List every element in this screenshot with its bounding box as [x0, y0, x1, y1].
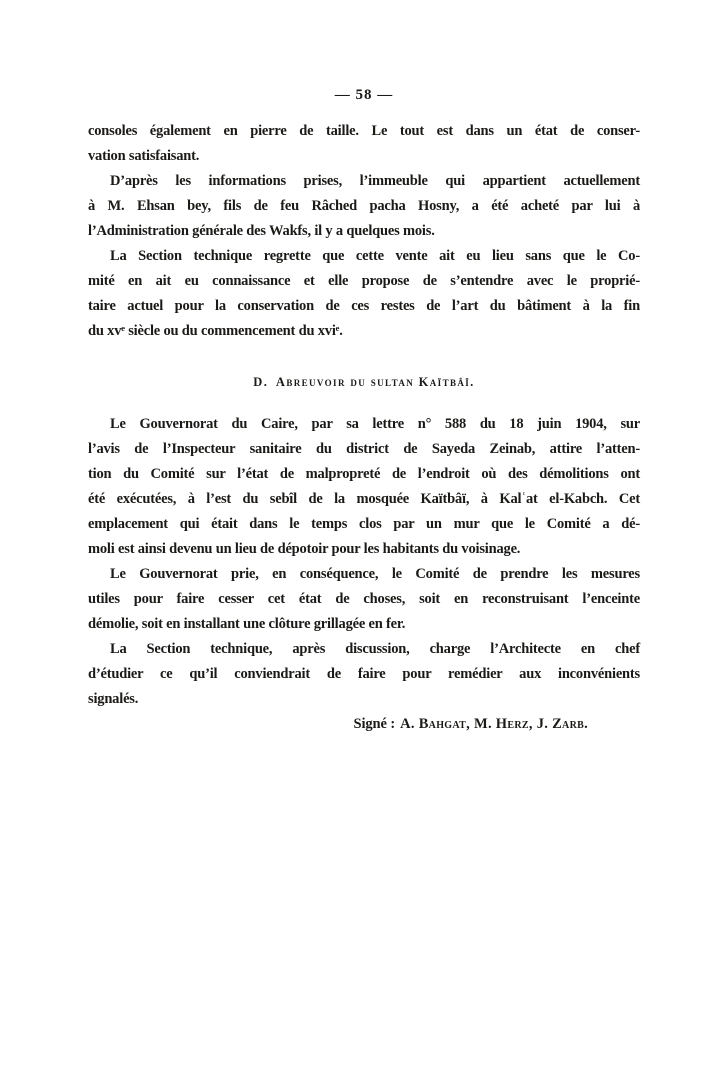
- text-line: La Section technique, après discussion, charge l’Architecte en chef: [110, 641, 640, 657]
- text-line: moli est ainsi devenu un lieu de dépotoir pour les habitants du voisinage.: [88, 541, 521, 557]
- text-line: mité en ait eu connaissance et elle propose de s’entendre avec le proprié-: [88, 273, 640, 289]
- section-heading: D. Abreuvoir du sultan Kaïtbâï.: [253, 375, 475, 389]
- text-line: Le Gouvernorat du Caire, par sa lettre n° 588 du 18 juin 1904, sur: [110, 416, 640, 432]
- text-line: été exécutées, à l’est du sebîl de la mosquée Kaïtbâï, à Kalʿat el-Kabch. Cet: [88, 491, 640, 507]
- paragraph: [88, 244, 640, 344]
- text-line: consoles également en pierre de taille. Le tout est dans un état de conser-: [88, 123, 640, 139]
- text-line: signalés.: [88, 691, 139, 707]
- page-number: — 58 —: [334, 87, 394, 103]
- text-line: Le Gouvernorat prie, en conséquence, le Comité de prendre les mesures: [110, 566, 640, 582]
- text-line: d’étudier ce qu’il conviendrait de faire pour remédier aux inconvénients: [88, 666, 640, 682]
- text-line: vation satisfaisant.: [88, 148, 200, 164]
- text-line: du xvᵉ siècle ou du commencement du xviᵉ.: [88, 323, 343, 339]
- paragraph: [88, 169, 640, 244]
- signature-line: [88, 712, 640, 737]
- text-line: utiles pour faire cesser cet état de choses, soit en reconstruisant l’enceinte: [88, 591, 640, 607]
- text-line: démolie, soit en installant une clôture grillagée en fer.: [88, 616, 406, 632]
- text-line: D’après les informations prises, l’immeuble qui appartient actuellement: [110, 173, 640, 189]
- paragraph: [88, 412, 640, 562]
- text-line: l’avis de l’Inspecteur sanitaire du district de Sayeda Zeinab, attire l’atten-: [88, 441, 640, 457]
- text-line: taire actuel pour la conservation de ces restes de l’art du bâtiment à la fin: [88, 298, 640, 314]
- text-line: l’Administration générale des Wakfs, il y a quelques mois.: [88, 223, 435, 239]
- text-line: La Section technique regrette que cette vente ait eu lieu sans que le Co-: [110, 248, 640, 264]
- signature-prefix: Signé :: [353, 716, 396, 732]
- text-line: à M. Ehsan bey, fils de feu Râched pacha Hosny, a été acheté par lui à: [88, 198, 640, 214]
- text-line: emplacement qui était dans le temps clos par un mur que le Comité a dé-: [88, 516, 640, 532]
- paragraph: [88, 562, 640, 637]
- paragraph-continuation: [88, 119, 640, 169]
- text-line: tion du Comité sur l’état de malpropreté de l’endroit où des démolitions ont: [88, 466, 640, 482]
- paragraph: [88, 637, 640, 712]
- signature-names: A. Bahgat, M. Herz, J. Zarb.: [400, 716, 588, 732]
